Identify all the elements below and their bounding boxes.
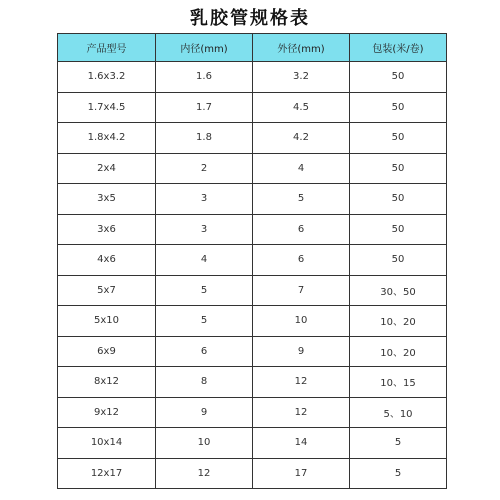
cell-inner-diameter: 5 (156, 306, 253, 337)
cell-model: 12x17 (58, 458, 156, 489)
cell-model: 5x10 (58, 306, 156, 337)
cell-packaging: 50 (350, 153, 447, 184)
cell-packaging: 50 (350, 245, 447, 276)
cell-packaging: 50 (350, 214, 447, 245)
cell-model: 6x9 (58, 336, 156, 367)
cell-model: 2x4 (58, 153, 156, 184)
table-row (58, 275, 447, 306)
cell-inner-diameter: 2 (156, 153, 253, 184)
cell-inner-diameter: 1.6 (156, 62, 253, 93)
cell-packaging: 50 (350, 184, 447, 215)
table-row (58, 153, 447, 184)
cell-packaging: 50 (350, 92, 447, 123)
cell-inner-diameter: 10 (156, 428, 253, 459)
cell-outer-diameter: 14 (253, 428, 350, 459)
cell-outer-diameter: 5 (253, 184, 350, 215)
table-row (58, 62, 447, 93)
cell-model: 8x12 (58, 367, 156, 398)
spec-table (57, 33, 447, 489)
cell-outer-diameter: 6 (253, 214, 350, 245)
table-row (58, 306, 447, 337)
cell-model: 1.7x4.5 (58, 92, 156, 123)
cell-packaging: 10、15 (350, 367, 447, 398)
cell-inner-diameter: 5 (156, 275, 253, 306)
header-packaging: 包装(米/卷) (350, 34, 447, 62)
cell-inner-diameter: 1.8 (156, 123, 253, 154)
cell-inner-diameter: 6 (156, 336, 253, 367)
cell-inner-diameter: 3 (156, 214, 253, 245)
cell-packaging: 10、20 (350, 336, 447, 367)
cell-outer-diameter: 7 (253, 275, 350, 306)
table-row (58, 184, 447, 215)
table-row (58, 245, 447, 276)
table-header-row (58, 34, 447, 62)
header-outer-diameter: 外径(mm) (253, 34, 350, 62)
header-model: 产品型号 (58, 34, 156, 62)
cell-inner-diameter: 9 (156, 397, 253, 428)
table-row (58, 214, 447, 245)
cell-model: 9x12 (58, 397, 156, 428)
cell-model: 10x14 (58, 428, 156, 459)
cell-model: 3x5 (58, 184, 156, 215)
table-row (58, 123, 447, 154)
cell-model: 3x6 (58, 214, 156, 245)
table-row (58, 397, 447, 428)
cell-packaging: 5 (350, 458, 447, 489)
cell-outer-diameter: 6 (253, 245, 350, 276)
cell-packaging: 50 (350, 62, 447, 93)
cell-packaging: 10、20 (350, 306, 447, 337)
cell-model: 1.6x3.2 (58, 62, 156, 93)
cell-outer-diameter: 4.2 (253, 123, 350, 154)
cell-model: 1.8x4.2 (58, 123, 156, 154)
cell-outer-diameter: 10 (253, 306, 350, 337)
cell-packaging: 30、50 (350, 275, 447, 306)
cell-packaging: 50 (350, 123, 447, 154)
cell-outer-diameter: 3.2 (253, 62, 350, 93)
table-row (58, 367, 447, 398)
table-row (58, 92, 447, 123)
cell-packaging: 5、10 (350, 397, 447, 428)
cell-inner-diameter: 1.7 (156, 92, 253, 123)
cell-outer-diameter: 4 (253, 153, 350, 184)
table-row (58, 428, 447, 459)
cell-outer-diameter: 17 (253, 458, 350, 489)
cell-inner-diameter: 4 (156, 245, 253, 276)
cell-inner-diameter: 8 (156, 367, 253, 398)
cell-inner-diameter: 12 (156, 458, 253, 489)
cell-outer-diameter: 9 (253, 336, 350, 367)
cell-inner-diameter: 3 (156, 184, 253, 215)
cell-outer-diameter: 12 (253, 367, 350, 398)
cell-packaging: 5 (350, 428, 447, 459)
cell-outer-diameter: 12 (253, 397, 350, 428)
cell-model: 5x7 (58, 275, 156, 306)
cell-model: 4x6 (58, 245, 156, 276)
table-row (58, 458, 447, 489)
page-title: 乳胶管规格表 (190, 8, 310, 29)
header-inner-diameter: 内径(mm) (156, 34, 253, 62)
table-row (58, 336, 447, 367)
cell-outer-diameter: 4.5 (253, 92, 350, 123)
